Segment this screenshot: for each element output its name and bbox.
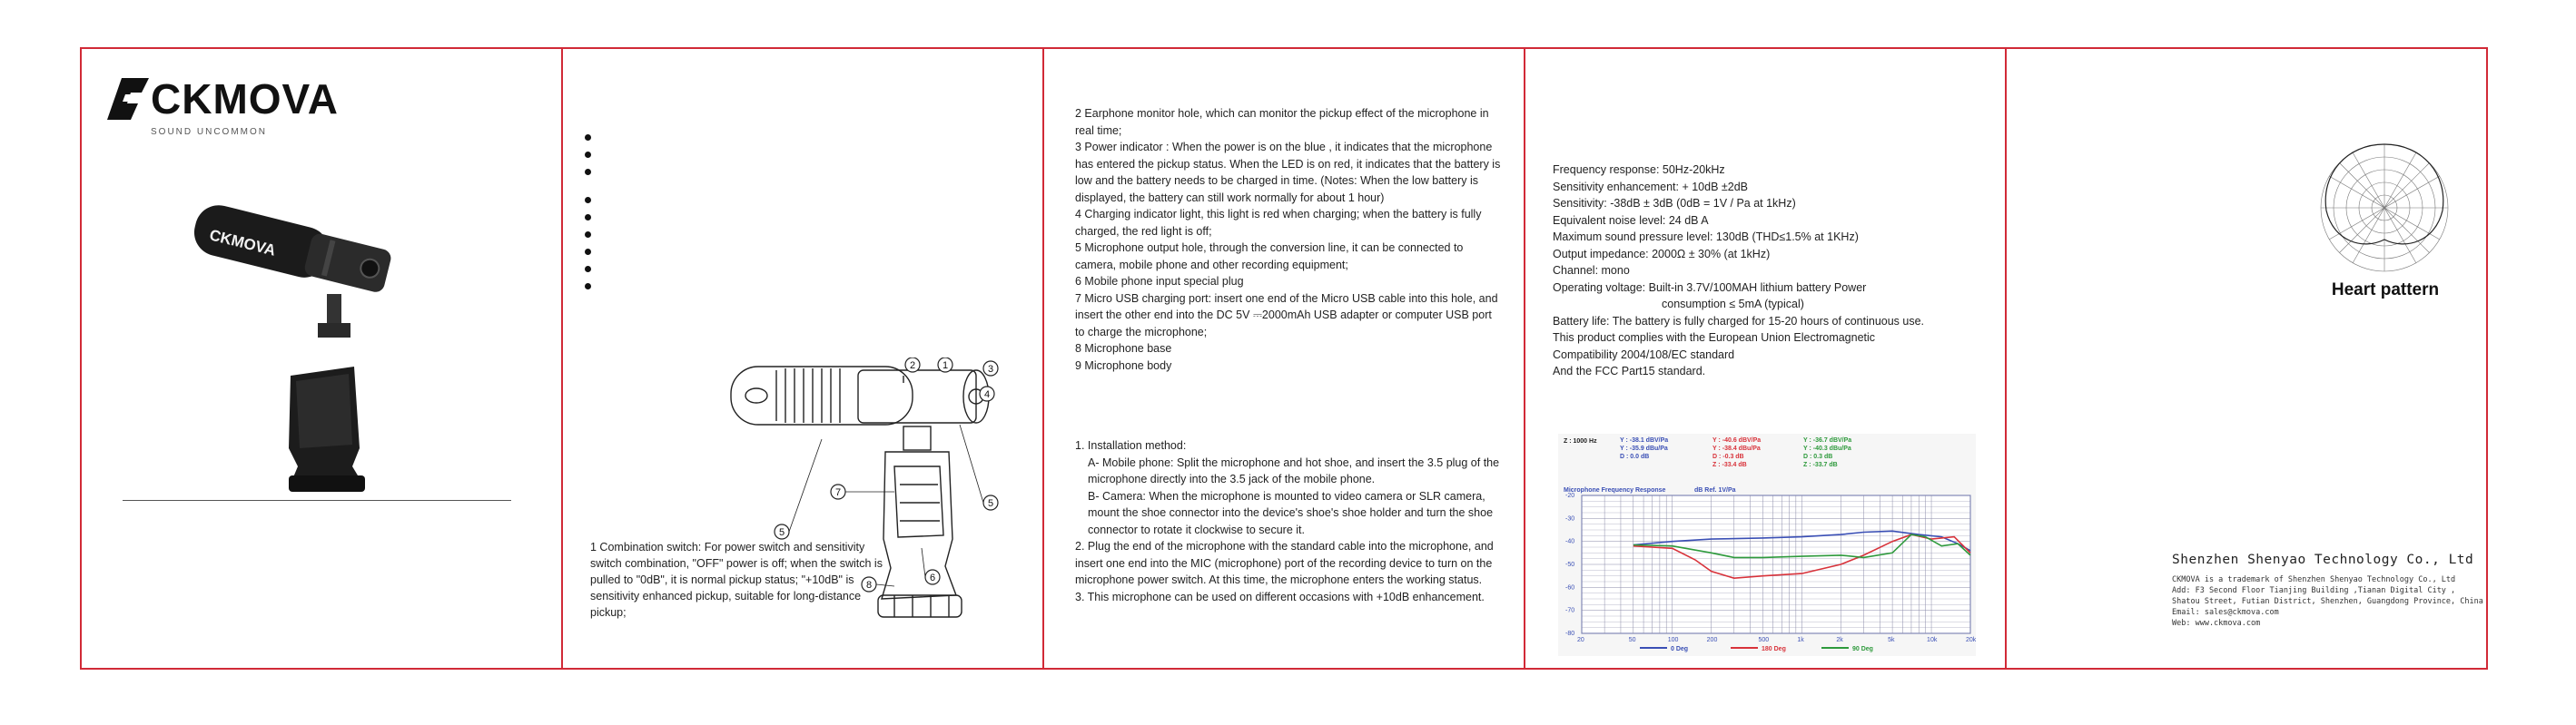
divider-line xyxy=(123,500,511,501)
y-tick-label: -20 xyxy=(1565,493,1575,499)
callout-label: 4 xyxy=(983,389,991,400)
bullet-list xyxy=(585,134,591,300)
readout: Y : -40.3 dBu/Pa xyxy=(1803,446,1851,452)
readout: Y : -35.9 dBu/Pa xyxy=(1620,446,1668,452)
list-item: 2. Plug the end of the microphone with the standard cable into the microphone, and insert one end into the MIC (microphone) port of the recording device to turn on the microphone power switch. At this time, the microphone enters the working status. xyxy=(1075,540,1494,586)
x-tick-label: 1k xyxy=(1797,637,1804,643)
x-tick-label: 2k xyxy=(1836,637,1843,643)
list-item: 8 Microphone base xyxy=(1075,342,1172,355)
panel-instructions xyxy=(1044,49,1524,668)
callout-label: 7 xyxy=(834,487,842,498)
tagline: SOUND UNCOMMON xyxy=(151,127,267,137)
bullet xyxy=(585,266,591,272)
spec-line: consumption ≤ 5mA (typical) xyxy=(1662,298,1804,310)
spec-line: Operating voltage: Built-in 3.7V/100MAH lithium battery Power xyxy=(1553,280,1867,294)
callout-label: 1 xyxy=(942,360,949,371)
readout: Y : -40.6 dBV/Pa xyxy=(1712,437,1762,444)
x-tick-label: 500 xyxy=(1758,637,1770,643)
parts-list xyxy=(1075,105,1502,374)
x-tick-label: 20 xyxy=(1577,637,1584,643)
polar-pattern-diagram xyxy=(2315,140,2453,276)
x-tick-label: 10k xyxy=(1927,637,1938,643)
polar-pattern-title: Heart pattern xyxy=(2331,280,2440,299)
chart-title: Microphone Frequency Response xyxy=(1564,487,1666,494)
legend-label: 90 Deg xyxy=(1852,646,1873,652)
chart-frequency-label: Z : 1000 Hz xyxy=(1564,438,1597,445)
list-item: 4 Charging indicator light, this light is red when charging; when the battery is fully charged, the red light is off; xyxy=(1075,208,1482,238)
bullet xyxy=(585,169,591,175)
list-item: 7 Micro USB charging port: insert one end of the Micro USB cable into this hole, and insert the other end into the DC 5V ⎓2000mAh USB adapter or computer USB port to charge the microphone; xyxy=(1075,291,1498,338)
callout-label: 5 xyxy=(987,498,994,509)
spec-line: Channel: mono xyxy=(1553,264,1630,277)
spec-line: And the FCC Part15 standard. xyxy=(1553,365,1706,377)
spec-line: Battery life: The battery is fully charged for 15-20 hours of continuous use. xyxy=(1553,314,1925,328)
list-item: 3. This microphone can be used on different occasions with +10dB enhancement. xyxy=(1075,590,1485,603)
y-tick-label: -70 xyxy=(1565,607,1575,614)
y-tick-label: -50 xyxy=(1565,562,1575,568)
bullet xyxy=(585,283,591,289)
x-tick-label: 100 xyxy=(1667,637,1679,643)
address-line: Add: F3 Second Floor Tianjing Building ,Tianan Digital City , xyxy=(2172,586,2456,595)
legend-label: 180 Deg xyxy=(1762,646,1786,652)
bullet xyxy=(585,134,591,141)
x-tick-label: 5k xyxy=(1888,637,1895,643)
callout-label: 8 xyxy=(865,580,873,591)
spec-line: Maximum sound pressure level: 130dB (THD≤1.5% at 1KHz) xyxy=(1553,230,1859,243)
y-tick-label: -80 xyxy=(1565,631,1575,637)
panel-cover xyxy=(82,49,561,668)
spec-list xyxy=(1553,162,1989,380)
spec-line: Equivalent noise level: 24 dB A xyxy=(1553,213,1709,227)
readout: Y : -38.1 dBV/Pa xyxy=(1620,437,1669,444)
readout: Y : -38.4 dBu/Pa xyxy=(1712,446,1761,452)
list-item: 5 Microphone output hole, through the conversion line, it can be connected to camera, mobile phone and other recording equipment; xyxy=(1075,241,1464,271)
list-item: 3 Power indicator : When the power is on the blue , it indicates that the microphone has entered the pickup status. When the LED is on red, it indicates that the battery is low and the battery needs to be charged in time. (Notes: When the low battery is displayed, the battery can still work normally for about 1 hour) xyxy=(1075,141,1501,204)
web-line: Web: www.ckmova.com xyxy=(2172,619,2261,628)
logo-text: CKMOVA xyxy=(151,75,340,122)
readout: Z : -33.4 dB xyxy=(1712,462,1747,468)
chart-subtitle: dB Ref. 1V/Pa xyxy=(1694,487,1736,494)
panel-back xyxy=(2007,49,2486,668)
spec-line: Output impedance: 2000Ω ± 30% (at 1kHz) xyxy=(1553,247,1771,260)
panel-specifications xyxy=(1525,49,2005,668)
svg-text:CKMOVA: CKMOVA xyxy=(207,226,278,260)
ckmova-logo-icon xyxy=(105,74,151,122)
list-item: 1. Installation method: xyxy=(1075,439,1187,452)
bullet xyxy=(585,197,591,203)
readout: D : 0.3 dB xyxy=(1803,454,1833,460)
switch-description: 1 Combination switch: For power switch and sensitivity switch combination, "OFF" power is off; when the switch is pulled to "0dB", it is normal pickup status; "+10dB" is sensitivity enhanced pickup, suitable for long-distance pickup; xyxy=(590,541,883,619)
callout-label: 2 xyxy=(909,360,916,371)
microphone-photo xyxy=(182,176,400,503)
legend-label: 0 Deg xyxy=(1671,646,1689,652)
callout-label: 6 xyxy=(929,573,936,583)
callout-label: 3 xyxy=(987,364,994,375)
readout: Z : -33.7 dB xyxy=(1803,462,1838,468)
company-name: Shenzhen Shenyao Technology Co., Ltd xyxy=(2172,553,2474,567)
list-item: 9 Microphone body xyxy=(1075,358,1172,372)
list-item: 6 Mobile phone input special plug xyxy=(1075,275,1244,288)
spec-line: This product complies with the European Union Electromagnetic xyxy=(1553,331,1876,344)
spec-line: Compatibility 2004/108/EC standard xyxy=(1553,348,1735,361)
address-line: Shatou Street, Futian District, Shenzhen, Guangdong Province, China xyxy=(2172,597,2483,606)
trademark-line: CKMOVA is a trademark of Shenzhen Shenyao Technology Co., Ltd xyxy=(2172,575,2456,584)
list-item: B- Camera: When the microphone is mounted to video camera or SLR camera, mount the shoe connector into the device's shoe's shoe holder and turn the shoe connector to rotate it clockwise to secure it. xyxy=(1088,489,1494,536)
readout: D : 0.0 dB xyxy=(1620,454,1650,460)
spec-line: Sensitivity enhancement: + 10dB ±2dB xyxy=(1553,180,1748,193)
company-info xyxy=(2172,553,2481,629)
x-tick-label: 200 xyxy=(1706,637,1718,643)
x-tick-label: 50 xyxy=(1628,637,1636,643)
y-tick-label: -60 xyxy=(1565,584,1575,592)
y-tick-label: -30 xyxy=(1565,515,1575,523)
spec-line: Frequency response: 50Hz-20kHz xyxy=(1553,163,1725,176)
x-tick-label: 20k xyxy=(1966,637,1976,643)
readout: Y : -36.7 dBV/Pa xyxy=(1803,437,1852,444)
email-line: Email: sales@ckmova.com xyxy=(2172,608,2279,617)
frequency-response-chart xyxy=(1558,434,1976,656)
panel-diagram xyxy=(563,49,1042,668)
callout-label: 5 xyxy=(778,527,785,538)
list-item: 2 Earphone monitor hole, which can monitor the pickup effect of the microphone in real time; xyxy=(1075,107,1489,137)
bullet xyxy=(585,249,591,255)
installation-list xyxy=(1075,437,1502,605)
spec-line: Sensitivity: -38dB ± 3dB (0dB = 1V / Pa at 1kHz) xyxy=(1553,197,1796,210)
bullet xyxy=(585,214,591,220)
list-item: A- Mobile phone: Split the microphone and hot shoe, and insert the 3.5 plug of the microphone directly into the 3.5 jack of the mobile phone. xyxy=(1088,456,1500,485)
bullet xyxy=(585,231,591,238)
readout: D : -0.3 dB xyxy=(1712,454,1744,460)
y-tick-label: -40 xyxy=(1565,538,1575,545)
bullet xyxy=(585,152,591,158)
